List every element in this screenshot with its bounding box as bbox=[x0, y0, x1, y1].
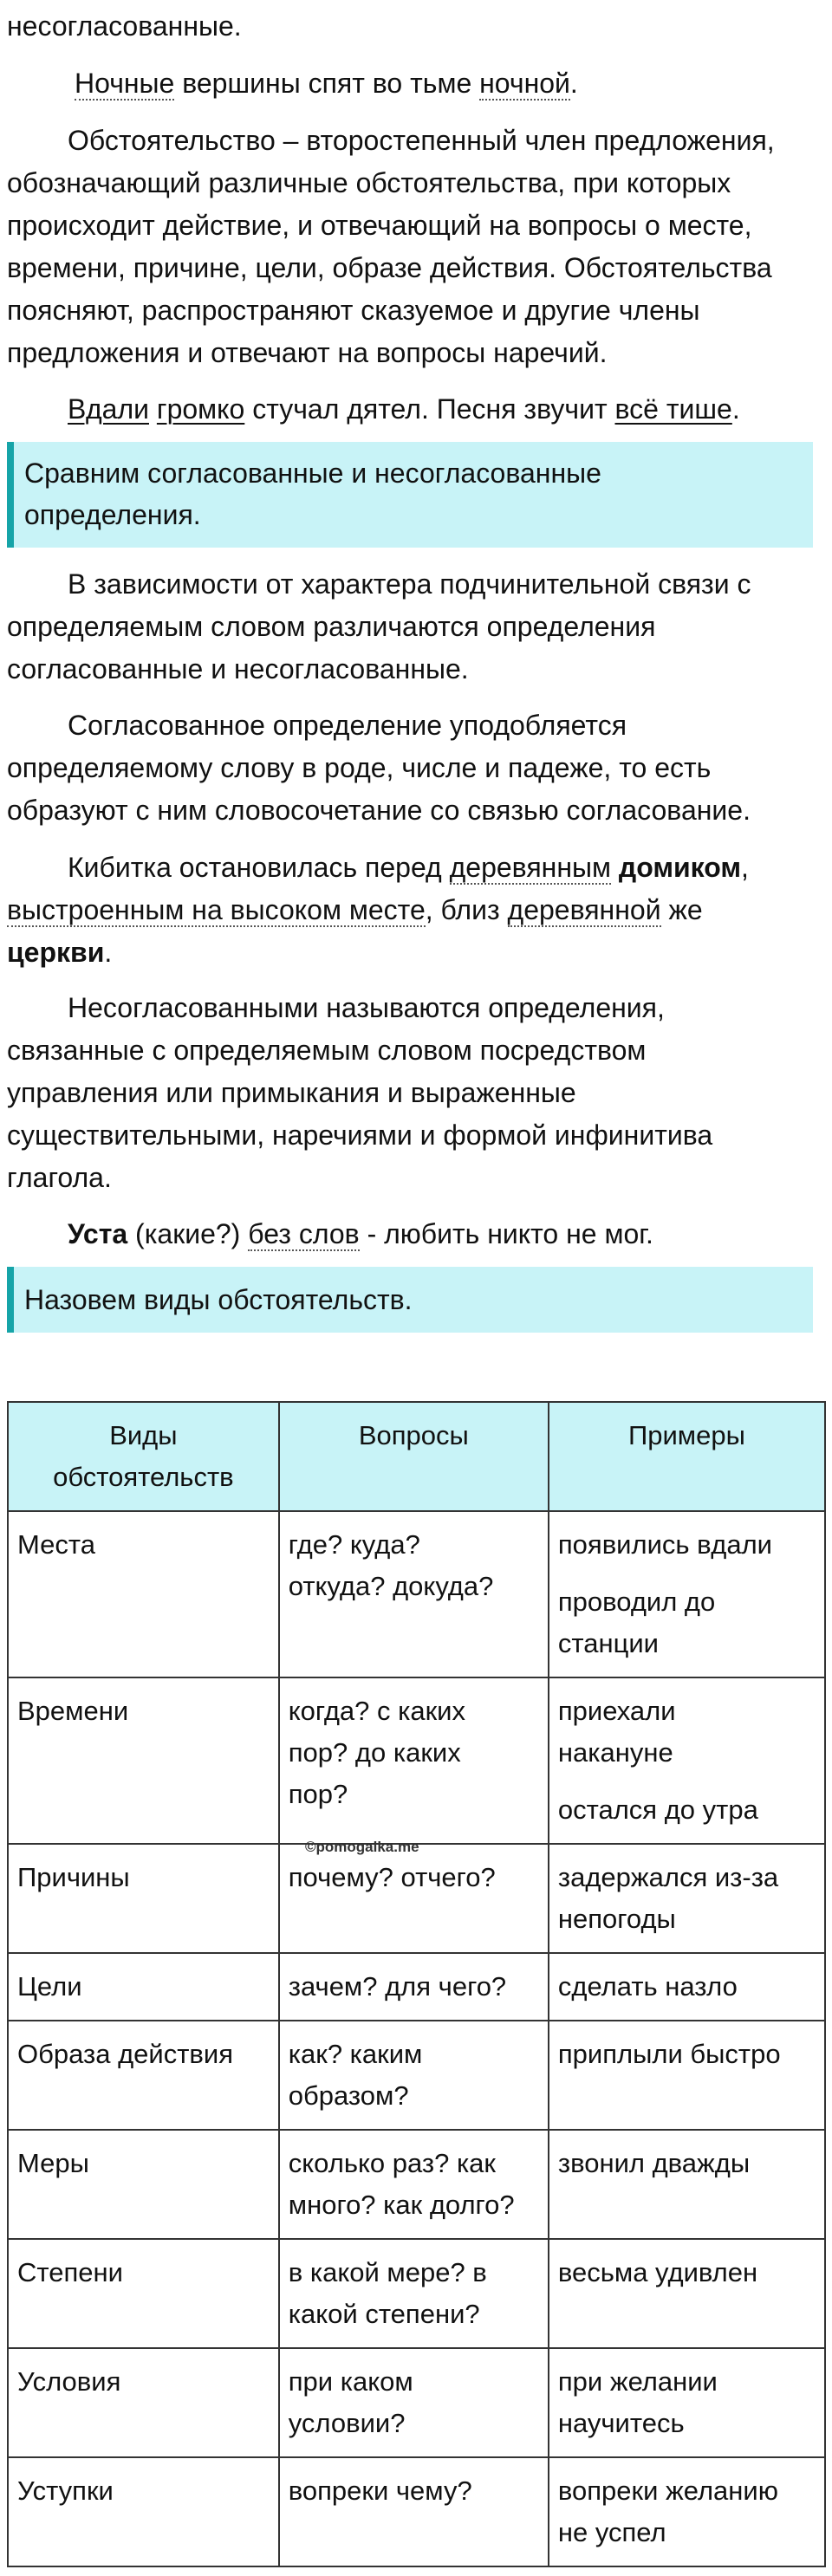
bold-word: Уста bbox=[68, 1218, 128, 1249]
example-line: не успел bbox=[557, 2517, 666, 2547]
question-line: почему? отчего? bbox=[288, 1862, 496, 1892]
underlined-phrase: выстроенным на высоком месте bbox=[7, 894, 426, 925]
question-cell bbox=[279, 2130, 549, 2239]
table-body bbox=[8, 1511, 825, 2566]
example-item bbox=[558, 2470, 816, 2553]
kind-cell: Образа действия bbox=[8, 2021, 279, 2130]
table-row bbox=[8, 1844, 825, 1953]
paragraph-line: существительными, наречиями и формой инфинитива bbox=[7, 1119, 713, 1151]
example-line: остался до утра bbox=[557, 1794, 758, 1825]
example-item bbox=[558, 2034, 816, 2075]
example-line: появились вдали bbox=[557, 1529, 772, 1560]
paragraph-line: определяемому слову в роде, числе и падеже, то есть bbox=[7, 752, 712, 783]
question-line: как? каким bbox=[288, 2039, 423, 2069]
text-fragment bbox=[149, 393, 157, 425]
header-text: обстоятельств bbox=[53, 1462, 234, 1492]
example-item bbox=[558, 2252, 816, 2294]
table-row bbox=[8, 2457, 825, 2566]
kind-cell: Уступки bbox=[8, 2457, 279, 2566]
example-line: накануне bbox=[557, 1737, 673, 1768]
underlined-word: деревянной bbox=[507, 894, 661, 925]
question-line: условии? bbox=[288, 2408, 406, 2438]
paragraph-line: связанные с определяемым словом посредством bbox=[7, 1035, 647, 1066]
example-item bbox=[558, 1857, 816, 1940]
example-item bbox=[558, 1966, 816, 2008]
example-line: весьма удивлен bbox=[557, 2257, 758, 2287]
question-cell bbox=[279, 1844, 549, 1953]
table-row bbox=[8, 1953, 825, 2021]
example-line: вопреки желанию bbox=[557, 2475, 778, 2506]
example-cell bbox=[549, 2457, 825, 2566]
table-row bbox=[8, 2348, 825, 2457]
example-line: задержался из-за bbox=[557, 1862, 779, 1892]
example-cell bbox=[549, 2348, 825, 2457]
example-sentence-2 bbox=[68, 388, 740, 430]
question-line: сколько раз? как bbox=[288, 2148, 496, 2178]
example-item bbox=[558, 1581, 816, 1664]
question-line: образом? bbox=[288, 2080, 409, 2111]
paragraph-line: обозначающий различные обстоятельства, при которых bbox=[7, 167, 731, 198]
example-cell bbox=[549, 1511, 825, 1677]
question-cell bbox=[279, 1511, 549, 1677]
kind-cell: Времени bbox=[8, 1677, 279, 1844]
table-row bbox=[8, 1677, 825, 1844]
question-line: вопреки чему? bbox=[288, 2475, 472, 2506]
question-cell bbox=[279, 2021, 549, 2130]
text-fragment: . bbox=[569, 68, 578, 99]
question-line: много? как долго? bbox=[288, 2190, 515, 2220]
text-fragment: (какие?) bbox=[127, 1218, 249, 1249]
example-cell bbox=[549, 2021, 825, 2130]
underlined-word: громко bbox=[156, 393, 245, 425]
example-item bbox=[558, 1524, 816, 1566]
question-cell bbox=[279, 2239, 549, 2348]
circumstance-types-table bbox=[7, 1401, 826, 2567]
example-line: непогоды bbox=[557, 1904, 676, 1934]
text-fragment: . bbox=[731, 393, 740, 425]
paragraph-line: Обстоятельство – второстепенный член предложения, bbox=[68, 125, 775, 156]
example-cell bbox=[549, 2239, 825, 2348]
highlight-line: определения. bbox=[24, 499, 201, 530]
paragraph-line: образуют с ним словосочетание со связью согласование. bbox=[7, 795, 751, 826]
underlined-word: всё тише bbox=[614, 393, 732, 425]
paragraph-line: происходит действие, и отвечающий на вопросы о месте, bbox=[7, 210, 752, 241]
header-text: Виды bbox=[109, 1420, 178, 1450]
example-cell bbox=[549, 2130, 825, 2239]
question-line: пор? до каких bbox=[288, 1737, 461, 1768]
paragraph-line: предложения и отвечают на вопросы наречий. bbox=[7, 337, 608, 368]
table-header-cell: Примеры bbox=[549, 1402, 825, 1511]
question-line: пор? bbox=[288, 1779, 348, 1809]
highlight-line: Сравним согласованные и несогласованные bbox=[24, 457, 601, 489]
table-row bbox=[8, 2239, 825, 2348]
example-sentence-4 bbox=[68, 1213, 653, 1255]
bold-word: церкви bbox=[7, 937, 105, 968]
underlined-word: Ночные bbox=[75, 68, 175, 99]
kind-cell: Места bbox=[8, 1511, 279, 1677]
paragraph-line: времени, причине, цели, образе действия. Обстоятельства bbox=[7, 252, 772, 283]
example-line: приплыли быстро bbox=[557, 2039, 781, 2069]
underlined-word: ночной bbox=[479, 68, 570, 99]
underlined-word: деревянным bbox=[449, 852, 611, 883]
question-line: когда? с каких bbox=[288, 1696, 465, 1726]
example-line bbox=[7, 889, 703, 931]
question-cell bbox=[279, 1953, 549, 2021]
text-fragment bbox=[611, 852, 619, 883]
text-fragment: - любить никто не мог. bbox=[359, 1218, 653, 1249]
kind-cell: Условия bbox=[8, 2348, 279, 2457]
text-line: несогласованные. bbox=[7, 10, 242, 42]
paragraph-line: глагола. bbox=[7, 1162, 112, 1193]
text-fragment: , bbox=[741, 852, 749, 883]
example-line: сделать назло bbox=[557, 1971, 738, 2002]
example-line: при желании bbox=[557, 2366, 718, 2397]
example-cell bbox=[549, 1844, 825, 1953]
text-fragment: вершины спят во тьме bbox=[174, 68, 480, 99]
paragraph-line: управления или примыкания и выраженные bbox=[7, 1077, 576, 1108]
table-header-row bbox=[8, 1402, 825, 1511]
example-sentence-1 bbox=[75, 62, 578, 104]
highlight-box-circumstance-types bbox=[7, 1267, 813, 1333]
question-cell bbox=[279, 2457, 549, 2566]
table-header-cell: Вопросы bbox=[279, 1402, 549, 1511]
example-line: проводил до bbox=[557, 1586, 716, 1617]
kind-cell: Степени bbox=[8, 2239, 279, 2348]
table-row bbox=[8, 2021, 825, 2130]
question-cell bbox=[279, 1677, 549, 1844]
underlined-word: Вдали bbox=[68, 393, 149, 425]
example-line: станции bbox=[557, 1628, 659, 1658]
kind-cell: Причины bbox=[8, 1844, 279, 1953]
question-line: в какой мере? в bbox=[288, 2257, 487, 2287]
kind-cell: Меры bbox=[8, 2130, 279, 2239]
paragraph-line: согласованные и несогласованные. bbox=[7, 653, 469, 685]
question-line: какой степени? bbox=[288, 2299, 480, 2329]
table-row bbox=[8, 1511, 825, 1677]
example-line bbox=[68, 847, 749, 888]
example-line bbox=[7, 931, 112, 973]
watermark: ©pomogalka.me bbox=[305, 1839, 419, 1855]
example-cell bbox=[549, 1953, 825, 2021]
bold-word: домиком bbox=[618, 852, 742, 883]
table-row bbox=[8, 2130, 825, 2239]
example-line: научитесь bbox=[557, 2408, 685, 2438]
highlight-box-compare-definitions bbox=[7, 442, 813, 548]
question-line: зачем? для чего? bbox=[288, 1971, 507, 2002]
paragraph-line: Несогласованными называются определения, bbox=[68, 992, 665, 1023]
example-item bbox=[558, 2361, 816, 2444]
paragraph-line: Согласованное определение уподобляется bbox=[68, 710, 627, 741]
example-line: звонил дважды bbox=[557, 2148, 751, 2178]
example-item bbox=[558, 1789, 816, 1831]
question-cell bbox=[279, 2348, 549, 2457]
table-header-cell bbox=[8, 1402, 279, 1511]
question-line: при каком bbox=[288, 2366, 413, 2397]
paragraph-line: определяемым словом различаются определения bbox=[7, 611, 656, 642]
paragraph-line: поясняют, распространяют сказуемое и другие члены bbox=[7, 295, 700, 326]
text-fragment: . bbox=[104, 937, 113, 968]
example-cell bbox=[549, 1677, 825, 1844]
example-item bbox=[558, 1690, 816, 1774]
paragraph-line: В зависимости от характера подчинительной связи с bbox=[68, 568, 751, 600]
question-line: откуда? докуда? bbox=[288, 1571, 494, 1601]
kind-cell: Цели bbox=[8, 1953, 279, 2021]
text-fragment: Кибитка остановилась перед bbox=[68, 852, 450, 883]
example-item bbox=[558, 2143, 816, 2184]
question-line: где? куда? bbox=[288, 1529, 420, 1560]
text-fragment: стучал дятел. Песня звучит bbox=[244, 393, 615, 425]
text-fragment: , близ bbox=[425, 894, 508, 925]
example-line: приехали bbox=[557, 1696, 676, 1726]
highlight-line: Назовем виды обстоятельств. bbox=[24, 1284, 413, 1315]
text-fragment: же bbox=[660, 894, 703, 925]
underlined-phrase: без слов bbox=[248, 1218, 360, 1249]
